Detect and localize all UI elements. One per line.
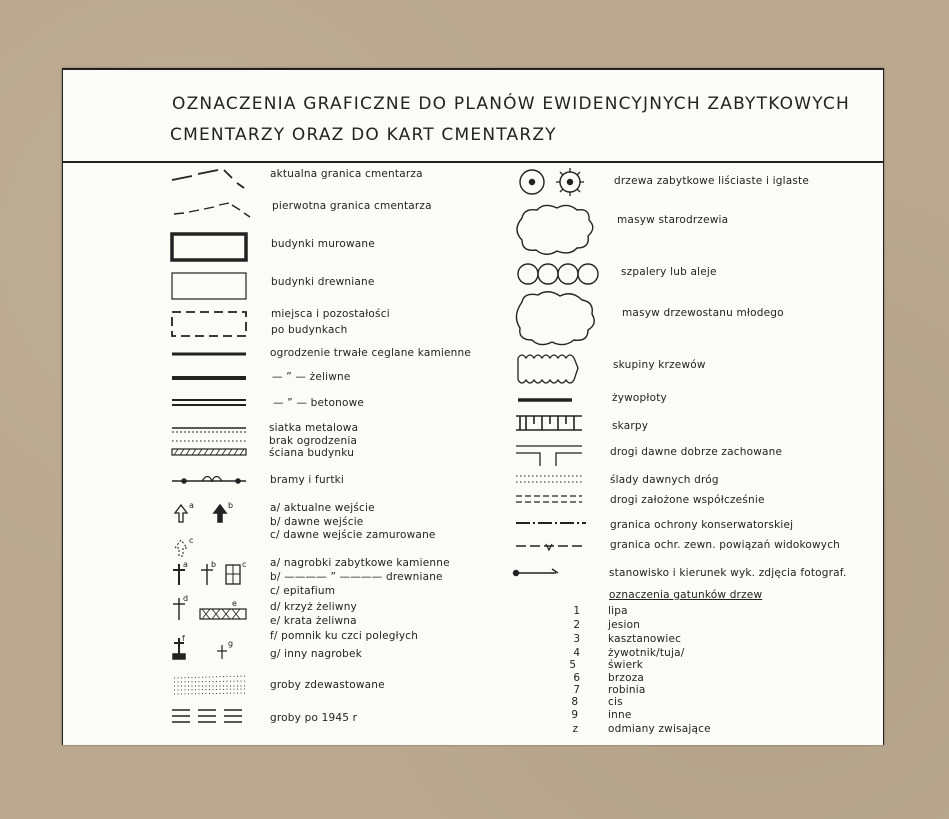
metal-mesh-symbol [172, 428, 246, 432]
letter-d-cross: d [183, 594, 189, 603]
view-boundary-symbol [516, 544, 586, 550]
iron-grate-symbol [200, 609, 246, 619]
label-stone-tombs: a/ nagrobki zabytkowe kamienne [270, 557, 450, 569]
young-trees-mass-symbol [516, 292, 594, 345]
letter-c-tomb: c [242, 560, 247, 569]
letter-b-tomb: b [211, 560, 217, 569]
old-trees-mass-symbol [517, 205, 593, 254]
species-name: lipa [608, 605, 628, 617]
post-1945-graves-symbol [172, 710, 242, 722]
species-name: cis [608, 696, 623, 708]
species-name: świerk [608, 659, 644, 671]
title-line-2: CMENTARZY ORAZ DO KART CMENTARZY [170, 125, 557, 145]
species-number: 1 [573, 605, 580, 617]
concrete-fence-symbol [172, 400, 246, 405]
species-number: 6 [573, 672, 580, 684]
species-name: robinia [608, 684, 646, 696]
letter-e-grate: e [232, 599, 237, 608]
species-number: 7 [573, 684, 580, 696]
species-name: jesion [608, 619, 641, 631]
letter-b-entrance: b [228, 501, 234, 510]
species-name: brzoza [608, 672, 645, 684]
label-epitaph: c/ epitafium [270, 585, 336, 597]
species-number: 2 [573, 619, 580, 631]
label-other-tomb: g/ inny nagrobek [270, 648, 362, 660]
label-devastated-graves: groby zdewastowane [270, 679, 385, 691]
building-wall-symbol [172, 449, 246, 455]
label-brick-buildings: budynki murowane [271, 238, 375, 250]
label-conservation-boundary: granica ochrony konserwatorskiej [610, 519, 794, 531]
label-hedges: żywopłoty [612, 392, 667, 404]
photo-position-symbol [514, 569, 559, 576]
letter-c-entrance: c [189, 536, 194, 545]
label-view-boundary: granica ochr. zewn. powiązań widokowych [610, 539, 841, 551]
current-boundary-symbol [172, 170, 244, 188]
label-historic-trees: drzewa zabytkowe liściaste i iglaste [614, 175, 810, 187]
shrubs-symbol [518, 355, 578, 383]
new-roads-symbol [516, 496, 582, 502]
historic-trees-symbol [520, 168, 584, 196]
other-tomb-symbol [217, 645, 227, 659]
wooden-building-symbol [172, 273, 246, 299]
letter-f-memorial: f [182, 634, 185, 643]
original-boundary-symbol [174, 203, 250, 217]
species-number: 8 [571, 696, 578, 708]
title-line-1: OZNACZENIA GRAFICZNE DO PLANÓW EWIDENCYJNYCH ZABYTKOWYCH [172, 94, 850, 114]
species-number: 4 [573, 647, 580, 659]
former-entrance-symbol [214, 505, 226, 522]
old-roads-symbol [516, 446, 582, 466]
label-cast-iron-fence: — ” — żeliwne [272, 371, 351, 383]
label-shrubs: skupiny krzewów [613, 359, 706, 371]
letter-g-other: g [228, 639, 234, 648]
letter-a-tomb: a [183, 560, 188, 569]
species-number: 5 [569, 659, 576, 671]
species-number: z [572, 723, 578, 735]
label-former-entrance: b/ dawne wejście [270, 516, 364, 528]
species-name: odmiany zwisające [608, 723, 711, 735]
label-former-buildings-2: po budynkach [271, 324, 348, 336]
brick-building-symbol [172, 234, 246, 260]
species-number: 3 [573, 633, 580, 645]
label-no-fence: brak ogrodzenia [269, 435, 358, 447]
label-original-boundary: pierwotna granica cmentarza [272, 200, 432, 212]
label-former-buildings: miejsca i pozostałości [271, 308, 390, 320]
old-road-traces-symbol [516, 476, 582, 482]
species-name: inne [608, 709, 632, 721]
species-name: kasztanowiec [608, 633, 682, 645]
legend-symbols [62, 68, 884, 745]
species-heading: oznaczenia gatunków drzew [609, 589, 763, 601]
label-post-1945-graves: groby po 1945 r [270, 712, 358, 724]
label-young-trees-mass: masyw drzewostanu młodego [622, 307, 784, 319]
label-wooden-buildings: budynki drewniane [271, 276, 375, 288]
label-permanent-fence: ogrodzenie trwałe ceglane kamienne [270, 347, 472, 359]
devastated-graves-symbol [174, 676, 246, 694]
species-name: żywotnik/tuja/ [608, 647, 685, 659]
former-building-symbol [172, 312, 246, 336]
gate-symbol [172, 477, 246, 484]
legend-sheet [62, 68, 884, 745]
avenue-symbol [518, 264, 598, 284]
current-entrance-symbol [175, 505, 187, 522]
letter-a-entrance: a [189, 501, 194, 510]
label-metal-mesh: siatka metalowa [269, 422, 359, 434]
label-walled-entrance: c/ dawne wejście zamurowane [270, 529, 436, 541]
species-number: 9 [571, 709, 578, 721]
label-new-roads: drogi założone współcześnie [610, 494, 765, 506]
label-slopes: skarpy [612, 420, 649, 432]
label-photo-position: stanowisko i kierunek wyk. zdjęcia fotograf. [609, 567, 847, 579]
slopes-symbol [516, 416, 582, 430]
label-old-roads: drogi dawne dobrze zachowane [610, 446, 783, 458]
label-iron-cross: d/ krzyż żeliwny [270, 601, 357, 613]
label-current-boundary: aktualna granica cmentarza [270, 168, 423, 180]
label-current-entrance: a/ aktualne wejście [270, 502, 375, 514]
label-old-trees-mass: masyw starodrzewia [617, 214, 729, 226]
label-wooden-tombs: b/ ———— ” ———— drewniane [270, 571, 443, 583]
label-old-road-traces: ślady dawnych dróg [610, 474, 719, 486]
walled-entrance-symbol [175, 540, 187, 556]
label-avenues: szpalery lub aleje [621, 266, 717, 278]
label-building-wall: ściana budynku [269, 447, 355, 459]
label-memorial: f/ pomnik ku czci poległych [270, 630, 419, 642]
label-concrete-fence: — ” — betonowe [273, 397, 365, 409]
epitaph-symbol [226, 565, 240, 584]
label-iron-grate: e/ krata żeliwna [270, 615, 357, 627]
label-gates: bramy i furtki [270, 474, 345, 486]
